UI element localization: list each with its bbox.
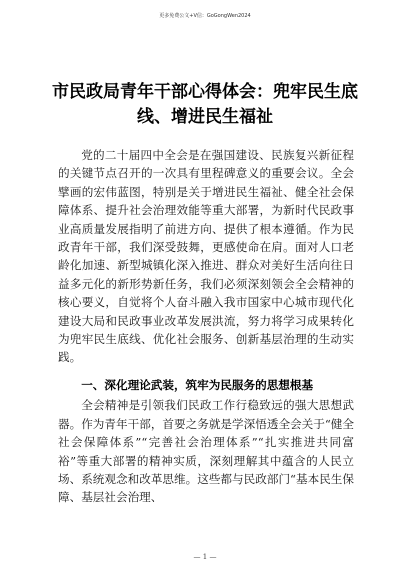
document-body — [58, 146, 354, 507]
section-heading: 一、深化理论武装，筑牢为民服务的思想根基 — [81, 377, 314, 392]
body-paragraph: 党的二十届四中全会是在强国建设、民族复兴新征程的关键节点召开的一次具有里程碑意义的重要会议。全会擘画的宏伟蓝图，特别是关于增进民生福祉、健全社会保障体系、提升社会治理效能等重大部署，为新时代民政事业高质量发展指明了前进方向、提供了根本遵循。作为民政青年干部，我们深受鼓舞，更感使命在肩。面对人口老龄化加速、新型城镇化深入推进、群众对美好生活向往日益多元化的新形势新任务，我们必须深刻领会全会精神的核心要义，自觉将个人奋斗融入我市国家中心城市现代化建设大局和民政事业改革发展洪流，努力将学习成果转化为兜牢民生底线、优化社会服务、创新基层治理的生动实践。 — [58, 148, 354, 365]
body-paragraph: 全会精神是引领我们民政工作行稳致远的强大思想武器。作为青年干部，首要之务就是学深悟透全会关于“健全社会保障体系”“完善社会治理体系”“扎实推进共同富裕”等重大部署的精神实质，深刻理解其中蕴含的人民立场、系统观念和改革思维。这些都与民政部门“基本民生保障、基层社会治理、 — [58, 398, 354, 505]
title-line-1: 市民政局青年干部心得体会：兜牢民生底 — [52, 82, 358, 102]
document-title — [40, 80, 370, 130]
title-line-2: 线、增进民生福祉 — [137, 107, 273, 127]
page-number: — 1 — — [193, 553, 217, 561]
page-header: 更多免费公文+V信：GoGongWen2024 — [159, 13, 251, 19]
